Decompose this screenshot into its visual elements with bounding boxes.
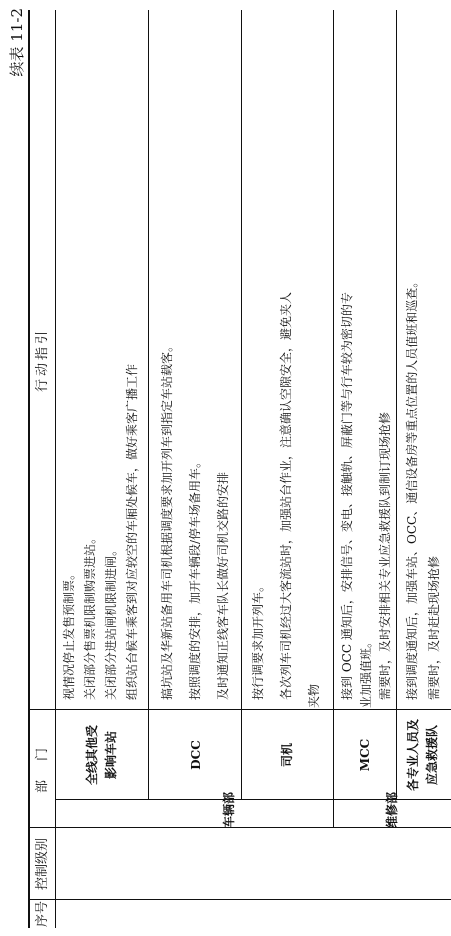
header-dept: 部 门 bbox=[35, 745, 50, 794]
dept-cell: 各专业人员及 bbox=[406, 719, 420, 792]
dept-cell: 司机 bbox=[280, 743, 294, 768]
dept-cell: DCC bbox=[189, 740, 203, 770]
action-line: 各次列车司机经过大客流站时，加强站台作业，注意确认空隙安全，避免夹人 bbox=[279, 291, 293, 700]
group-label-vehicle: 车辆部 bbox=[222, 791, 236, 828]
action-guide-table bbox=[28, 10, 451, 928]
row-rule bbox=[396, 10, 397, 800]
action-line: 按照调度的安排，加开车辆段/停车场备用车。 bbox=[188, 455, 202, 700]
action-line: 关闭部分售票机限制购票进站。 bbox=[83, 531, 97, 700]
dept-cell: 全线其他受 bbox=[85, 725, 99, 786]
action-line: 需要时，及时赶赴现场抢修 bbox=[427, 555, 441, 700]
group-label-maintenance: 维修部 bbox=[385, 791, 399, 828]
action-line: 关闭部分进站闸机限制进闸。 bbox=[104, 543, 118, 700]
action-line: 搞坑站及华新站备用车司机根据调度要求加开列车到指定车站载客。 bbox=[160, 339, 174, 700]
action-line: 业加强值班。 bbox=[359, 635, 373, 708]
header-action: 行动指引 bbox=[35, 328, 50, 393]
action-line: 接到调度通知后，加强车站、OCC、通信设备房等重点位置的人员值班和巡查。 bbox=[405, 275, 419, 700]
dept-cell: 应急救援队 bbox=[425, 725, 439, 786]
row-rule bbox=[241, 10, 242, 800]
action-line: 及时通知正线客车队长做好司机交路的安排 bbox=[216, 471, 230, 700]
dept-cell: MCC bbox=[358, 738, 372, 772]
header-level: 控制级别 bbox=[35, 838, 50, 891]
action-line: 接到 OCC 通知后，安排信号、变电、接触轨、屏蔽门等与行车较为密切的专 bbox=[340, 292, 354, 700]
header-rule bbox=[55, 10, 56, 928]
action-line: 视情况停止发售预制票。 bbox=[62, 567, 76, 700]
row-rule bbox=[333, 10, 334, 828]
action-line: 需要时，及时安排相关专业应急救援队到制订现场抢修 bbox=[378, 411, 392, 700]
header-seq: 序号 bbox=[35, 901, 50, 928]
row-rule bbox=[148, 10, 149, 800]
action-line: 组织站台候车乘客到对应较空的车厢处候车，做好乘客广播工作 bbox=[125, 363, 139, 700]
action-line: 按行调要求加开列车。 bbox=[251, 579, 265, 700]
column-rule bbox=[30, 899, 451, 900]
dept-cell: 影响车站 bbox=[104, 731, 118, 780]
table-continuation-caption: 续表 11-2 bbox=[8, 8, 26, 77]
action-line: 夹物 bbox=[307, 683, 321, 708]
